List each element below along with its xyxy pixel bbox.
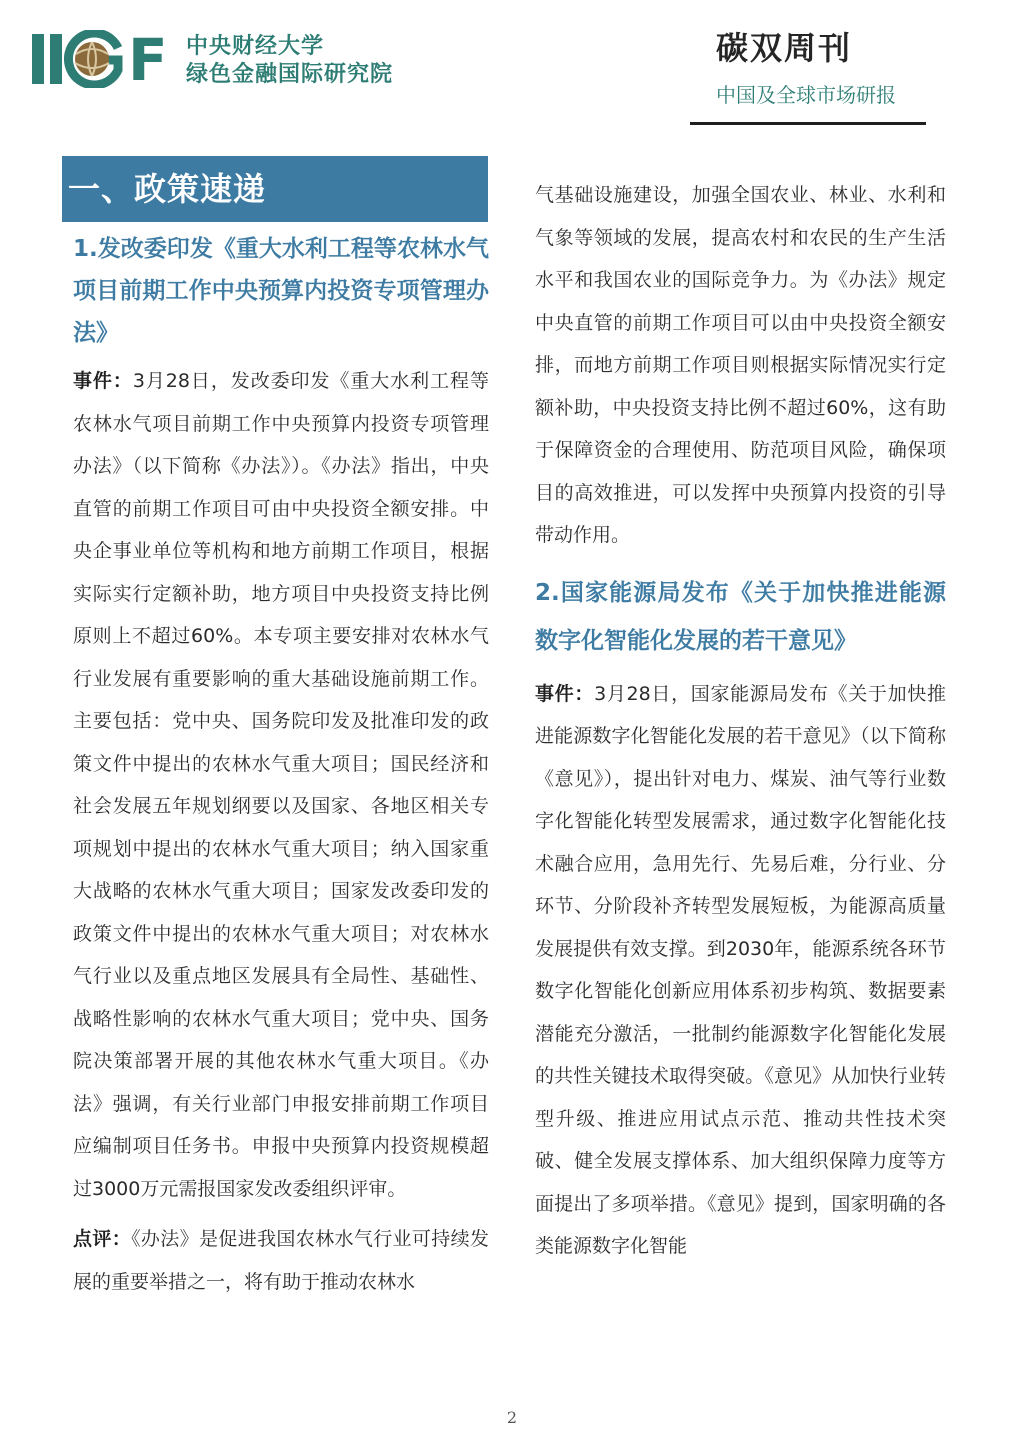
institute-name	[186, 33, 446, 89]
logo-bar-1	[32, 34, 44, 84]
article-2-event	[535, 673, 946, 1268]
right-column	[535, 174, 946, 1268]
header-rule	[690, 122, 926, 125]
article-1-comment-continued: 气基础设施建设，加强全国农业、林业、水利和气象等领域的发展，提高农村和农民的生产生活水平和我国农业的国际竞争力。为《办法》规定中央直管的前期工作项目可以由中央投资全额安排，而地方前期工作项目则根据实际情况实行定额补助，中央投资支持比例不超过60%，这有助于保障资金的合理使用、防范项目风险，确保项目的高效推进，可以发挥中央预算内投资的引导带动作用。	[535, 184, 946, 546]
article-1-comment-text: 《办法》是促进我国农林水气行业可持续发展的重要举措之一，将有助于推动农林水	[73, 1228, 489, 1293]
article-2-heading: 2.国家能源局发布《关于加快推进能源数字化智能化发展的若干意见》	[535, 579, 946, 654]
publication-title: 碳双周刊	[716, 29, 853, 67]
page-number: 2	[506, 1408, 518, 1427]
article-2-event-text: 3月28日，国家能源局发布《关于加快推进能源数字化智能化发展的若干意见》（以下简称《意见》），提出针对电力、煤炭、油气等行业数字化智能化转型发展需求，通过数字化智能化技术融合应用，急用先行、先易后难，分行业、分环节、分阶段补齐转型发展短板，为能源高质量发展提供有效支撑。到2030年，能源系统各环节数字化智能化创新应用体系初步构筑、数据要素潜能充分激活，一批制约能源数字化智能化发展的共性关键技术取得突破。《意见》从加快行业转型升级、推进应用试点示范、推动共性技术突破、健全发展支撑体系、加大组织保障力度等方面提出了多项举措。《意见》提到，国家明确的各类能源数字化智能	[535, 682, 946, 1257]
institute-logo	[32, 26, 168, 94]
article-1-event	[73, 360, 489, 1210]
globe-g-icon	[62, 30, 124, 88]
article-1-comment	[73, 1218, 489, 1303]
publication-subtitle: 中国及全球市场研报	[716, 83, 896, 107]
article-1-heading: 1.发改委印发《重大水利工程等农林水气项目前期工作中央预算内投资专项管理办法》	[73, 236, 489, 346]
article-1-event-text: 3月28日，发改委印发《重大水利工程等农林水气项目前期工作中央预算内投资专项管理办法》（以下简称《办法》）。《办法》指出，中央直管的前期工作项目可由中央投资全额安排。中央企事业单位等机构和地方前期工作项目，根据实际实行定额补助，地方项目中央投资支持比例原则上不超过60%。本专项主要安排对农林水气行业发展有重要影响的重大基础设施前期工作。主要包括：党中央、国务院印发及批准印发的政策文件中提出的农林水气重大项目；国民经济和社会发展五年规划纲要以及国家、各地区相关专项规划中提出的农林水气重大项目；纳入国家重大战略的农林水气重大项目；国家发改委印发的政策文件中提出的农林水气重大项目；对农林水气行业以及重点地区发展具有全局性、基础性、战略性影响的农林水气重大项目；党中央、国务院决策部署开展的其他农林水气重大项目。《办法》强调，有关行业部门申报安排前期工作项目应编制项目任务书。申报中央预算内投资规模超过3000万元需报国家发改委组织评审。	[73, 370, 489, 1200]
institute-name-line2: 绿色金融国际研究院	[186, 62, 394, 87]
iigf-logo-mark	[32, 26, 168, 94]
event-label: 事件：	[535, 682, 595, 705]
section-title-banner: 一、政策速递	[62, 156, 488, 222]
event-label: 事件：	[73, 370, 133, 392]
left-column	[73, 228, 489, 1303]
publication-header	[690, 28, 926, 125]
logo-letter-f: F	[128, 26, 168, 94]
institute-name-line1: 中央财经大学	[186, 34, 325, 59]
comment-label: 点评：	[73, 1228, 132, 1250]
logo-bar-2	[50, 34, 62, 84]
